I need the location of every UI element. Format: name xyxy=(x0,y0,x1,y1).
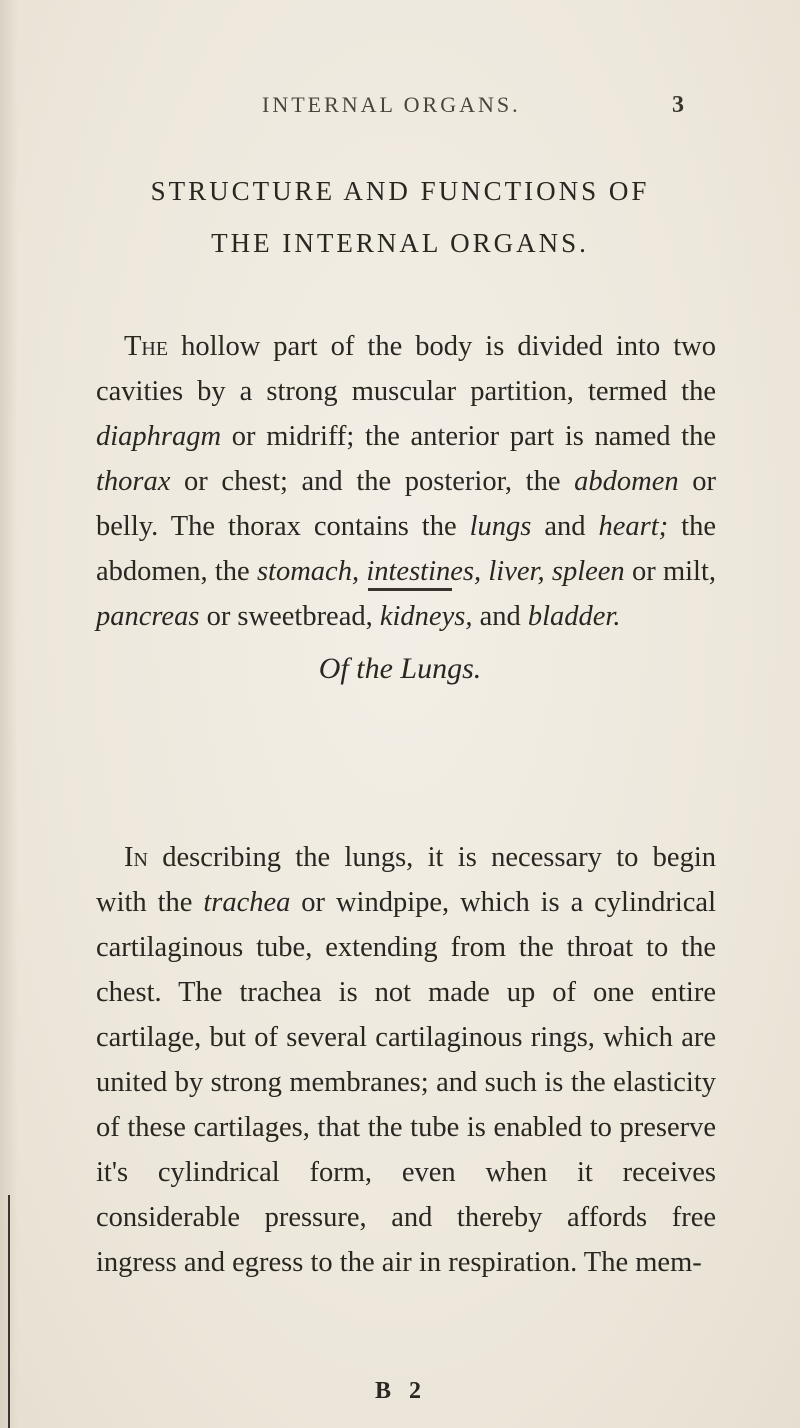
term-thorax: thorax xyxy=(96,465,171,497)
lungs-lead-word: In xyxy=(124,841,148,873)
intro-paragraph: The hollow part of the body is divided into two cavities by a strong muscular partition, termed the diaphragm or midriff; the anterior part is named the thorax or chest; and the posterior, the abdomen or belly. The thorax contains the lungs and heart; the abdomen, the stomach, intestines, liver, spleen or milt, pancreas or sweetbread, kidneys, and bladder. xyxy=(96,330,716,632)
term-trachea: trachea xyxy=(203,886,291,918)
intro-lead-word: The xyxy=(124,330,169,362)
lungs-paragraph: In describing the lungs, it is necessary to begin with the trachea or windpipe, which is a cylindrical cartilaginous tube, extending from the throat to the chest. The trachea is not made up of one entire cartilage, but of several cartilaginous rings, which are united by strong membranes; and such is the elasticity of these cartilages, that the tube is enabled to preserve it's cylindrical form, even when it receives considerable pressure, and thereby affords free ingress and egress to the air in respiration. The mem- xyxy=(96,841,716,1278)
page-edge-line xyxy=(8,1195,10,1428)
chapter-heading-line-2: THE INTERNAL ORGANS. xyxy=(211,228,589,258)
term-stomach: stomach, xyxy=(256,555,360,587)
term-kidneys: kidneys, xyxy=(379,600,473,632)
section-title: Of the Lungs. xyxy=(318,652,482,685)
signature-mark: B 2 xyxy=(375,1378,428,1404)
section-divider-rule xyxy=(368,588,452,591)
running-head-title: INTERNAL ORGANS. xyxy=(262,92,521,117)
term-spleen: spleen xyxy=(551,555,625,587)
term-liver: liver, xyxy=(488,555,545,587)
term-heart: heart; xyxy=(598,510,669,542)
term-intestines: intestines, xyxy=(366,555,482,587)
running-head xyxy=(0,92,800,122)
term-diaphragm: diaphragm xyxy=(96,420,222,452)
chapter-heading-line-1: STRUCTURE AND FUNCTIONS OF xyxy=(150,176,650,206)
term-bladder: bladder. xyxy=(527,600,621,632)
page-number: 3 xyxy=(672,92,684,118)
term-abdomen: abdomen xyxy=(574,465,679,497)
term-lungs: lungs xyxy=(469,510,532,542)
term-pancreas: pancreas xyxy=(96,600,200,632)
